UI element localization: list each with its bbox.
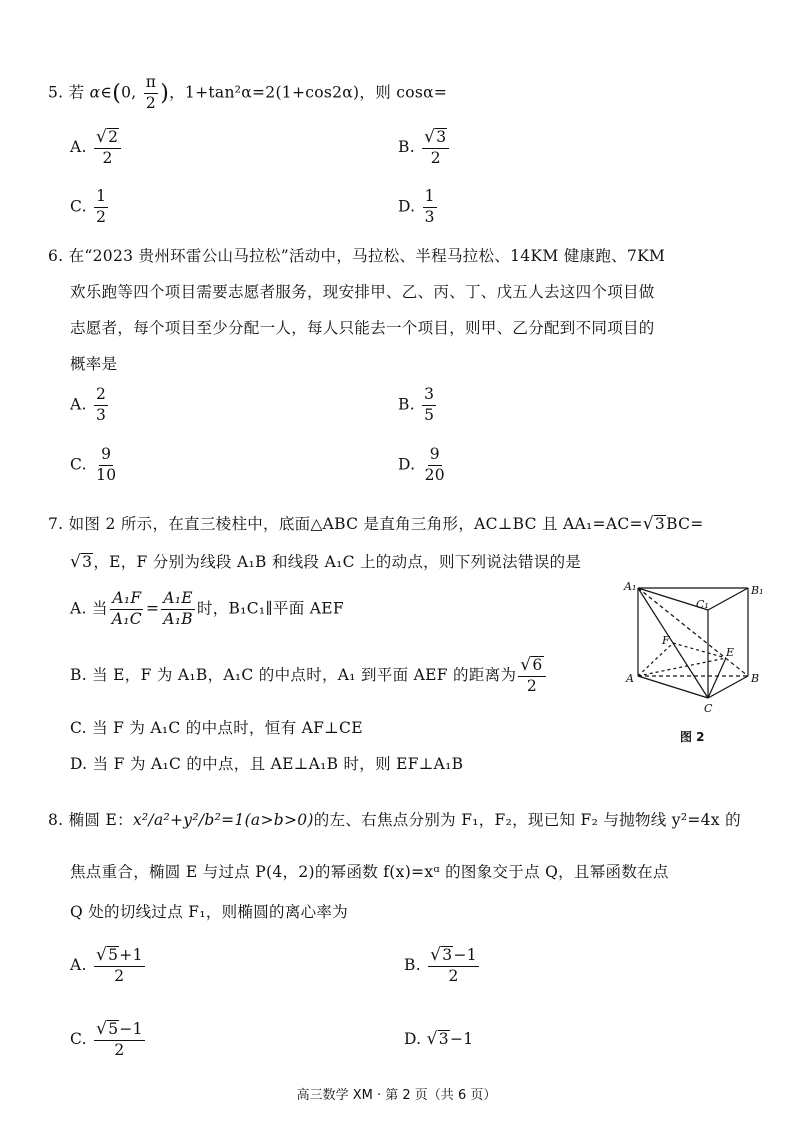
q5-option-d[interactable]: D. $\frac{1}{3}$ xyxy=(398,187,435,226)
segment-a1-b xyxy=(638,588,748,676)
q8-option-d[interactable]: D. √ 3 −1 xyxy=(404,1029,474,1050)
q7-option-a[interactable]: A. 当 $\frac{\text{A₁F}}{\text{A₁C}}$ = $\frac{\text{A₁E}}{\text{A₁B}}$ 时，B₁C₁∥平面 AEF xyxy=(70,589,344,628)
edge-a-c xyxy=(638,676,708,698)
q6-number: 6. xyxy=(48,247,64,265)
q7-option-d[interactable]: D. 当 F 为 A₁C 的中点，且 AE⊥A₁B 时，则 EF⊥A₁B xyxy=(70,755,464,773)
q5-equation: ，1+tan²α=2(1+cos2α)，则 cosα= xyxy=(169,83,448,102)
label-a1: A₁ xyxy=(624,580,637,593)
label-b1: B₁ xyxy=(751,584,764,597)
q6-option-a[interactable]: A. $\frac{2}{3}$ xyxy=(70,385,107,424)
q6-line-3: 志愿者，每个项目至少分配一人，每人只能去一个项目，则甲、乙分配到不同项目的 xyxy=(70,319,655,337)
page-footer: 高三数学 XM · 第 2 页（共 6 页） xyxy=(296,1088,497,1103)
q7-line-2: √ 3 ，E，F 分别为线段 A₁B 和线段 A₁C 上的动点，则下列说法错误的是 xyxy=(70,552,582,572)
segment-a-e xyxy=(638,658,726,676)
q6-option-b[interactable]: B. $\frac{3}{5}$ xyxy=(398,385,435,424)
q5-option-c[interactable]: C. $\frac{1}{2}$ xyxy=(70,187,107,226)
q6-line-1: 6. 在“2023 贵州环雷公山马拉松”活动中，马拉松、半程马拉松、14KM 健康跑、7KM xyxy=(48,247,666,265)
q8-line-3: Q 处的切线过点 F₁，则椭圆的离心率为 xyxy=(70,903,349,921)
q5-pi-half: $\frac{\pi}{2}$ xyxy=(145,73,157,112)
q5-stem-pre: 若 xyxy=(68,83,85,102)
figure-caption: 图 2 xyxy=(680,730,705,744)
q6-option-c[interactable]: C. $\frac{9}{10}$ xyxy=(70,445,117,484)
q7-option-b[interactable]: B. 当 E，F 为 A₁B，A₁C 的中点时，A₁ 到平面 AEF 的距离为 √ 6 2 xyxy=(70,656,548,696)
q7-option-c[interactable]: C. 当 F 为 A₁C 的中点时，恒有 AF⊥CE xyxy=(70,719,363,737)
label-c: C xyxy=(704,702,713,715)
edge-c-b xyxy=(708,676,748,698)
q8-option-b[interactable]: B. √ 3 −1 2 xyxy=(404,945,477,985)
q5-cond: α∈ xyxy=(89,83,113,102)
label-f: F xyxy=(662,634,670,647)
label-c1: C₁ xyxy=(696,598,709,611)
q6-option-d[interactable]: D. $\frac{9}{20}$ xyxy=(398,445,445,484)
q5-option-b[interactable]: B. √ 3 2 xyxy=(398,128,451,168)
q8-option-c[interactable]: C. √ 5 −1 2 xyxy=(70,1019,143,1059)
q7-number: 7. xyxy=(48,515,64,533)
segment-a-f xyxy=(638,643,673,676)
label-a: A xyxy=(626,672,634,685)
q8-number: 8. xyxy=(48,811,64,829)
q5-stem: 5. 若 α∈(0, $\frac{\pi}{2}$ )，1+tan²α=2(1+cos2α)，则 cosα= xyxy=(48,73,448,112)
segment-e-c xyxy=(708,658,726,698)
q8-line-2: 焦点重合，椭圆 E 与过点 P(4，2)的幂函数 f(x)=xᵅ 的图象交于点 Q，且幂函数在点 xyxy=(70,863,669,881)
prism-figure xyxy=(620,580,770,720)
q8-line-1: 8. 椭圆 E：x²/a²+y²/b²=1(a>b>0)的左、右焦点分别为 F₁，F₂，现已知 F₂ 与抛物线 y²=4x 的 xyxy=(48,811,741,829)
q5-option-a[interactable]: A. √ 2 2 xyxy=(70,128,123,168)
q7-line-1: 7. 如图 2 所示，在直三棱柱中，底面△ABC 是直角三角形，AC⊥BC 且 AA₁=AC= √ 3 BC= xyxy=(48,514,704,534)
q6-line-2: 欢乐跑等四个项目需要志愿者服务，现安排甲、乙、丙、丁、戊五人去这四个项目做 xyxy=(70,283,655,301)
label-e: E xyxy=(726,646,735,659)
q6-line-4: 概率是 xyxy=(70,355,118,373)
q5-number: 5. xyxy=(48,83,64,102)
edge-c1-b1 xyxy=(708,588,748,610)
q8-option-a[interactable]: A. √ 5 +1 2 xyxy=(70,945,143,985)
label-b: B xyxy=(751,672,760,685)
q5-interval-left: 0, xyxy=(121,83,137,102)
